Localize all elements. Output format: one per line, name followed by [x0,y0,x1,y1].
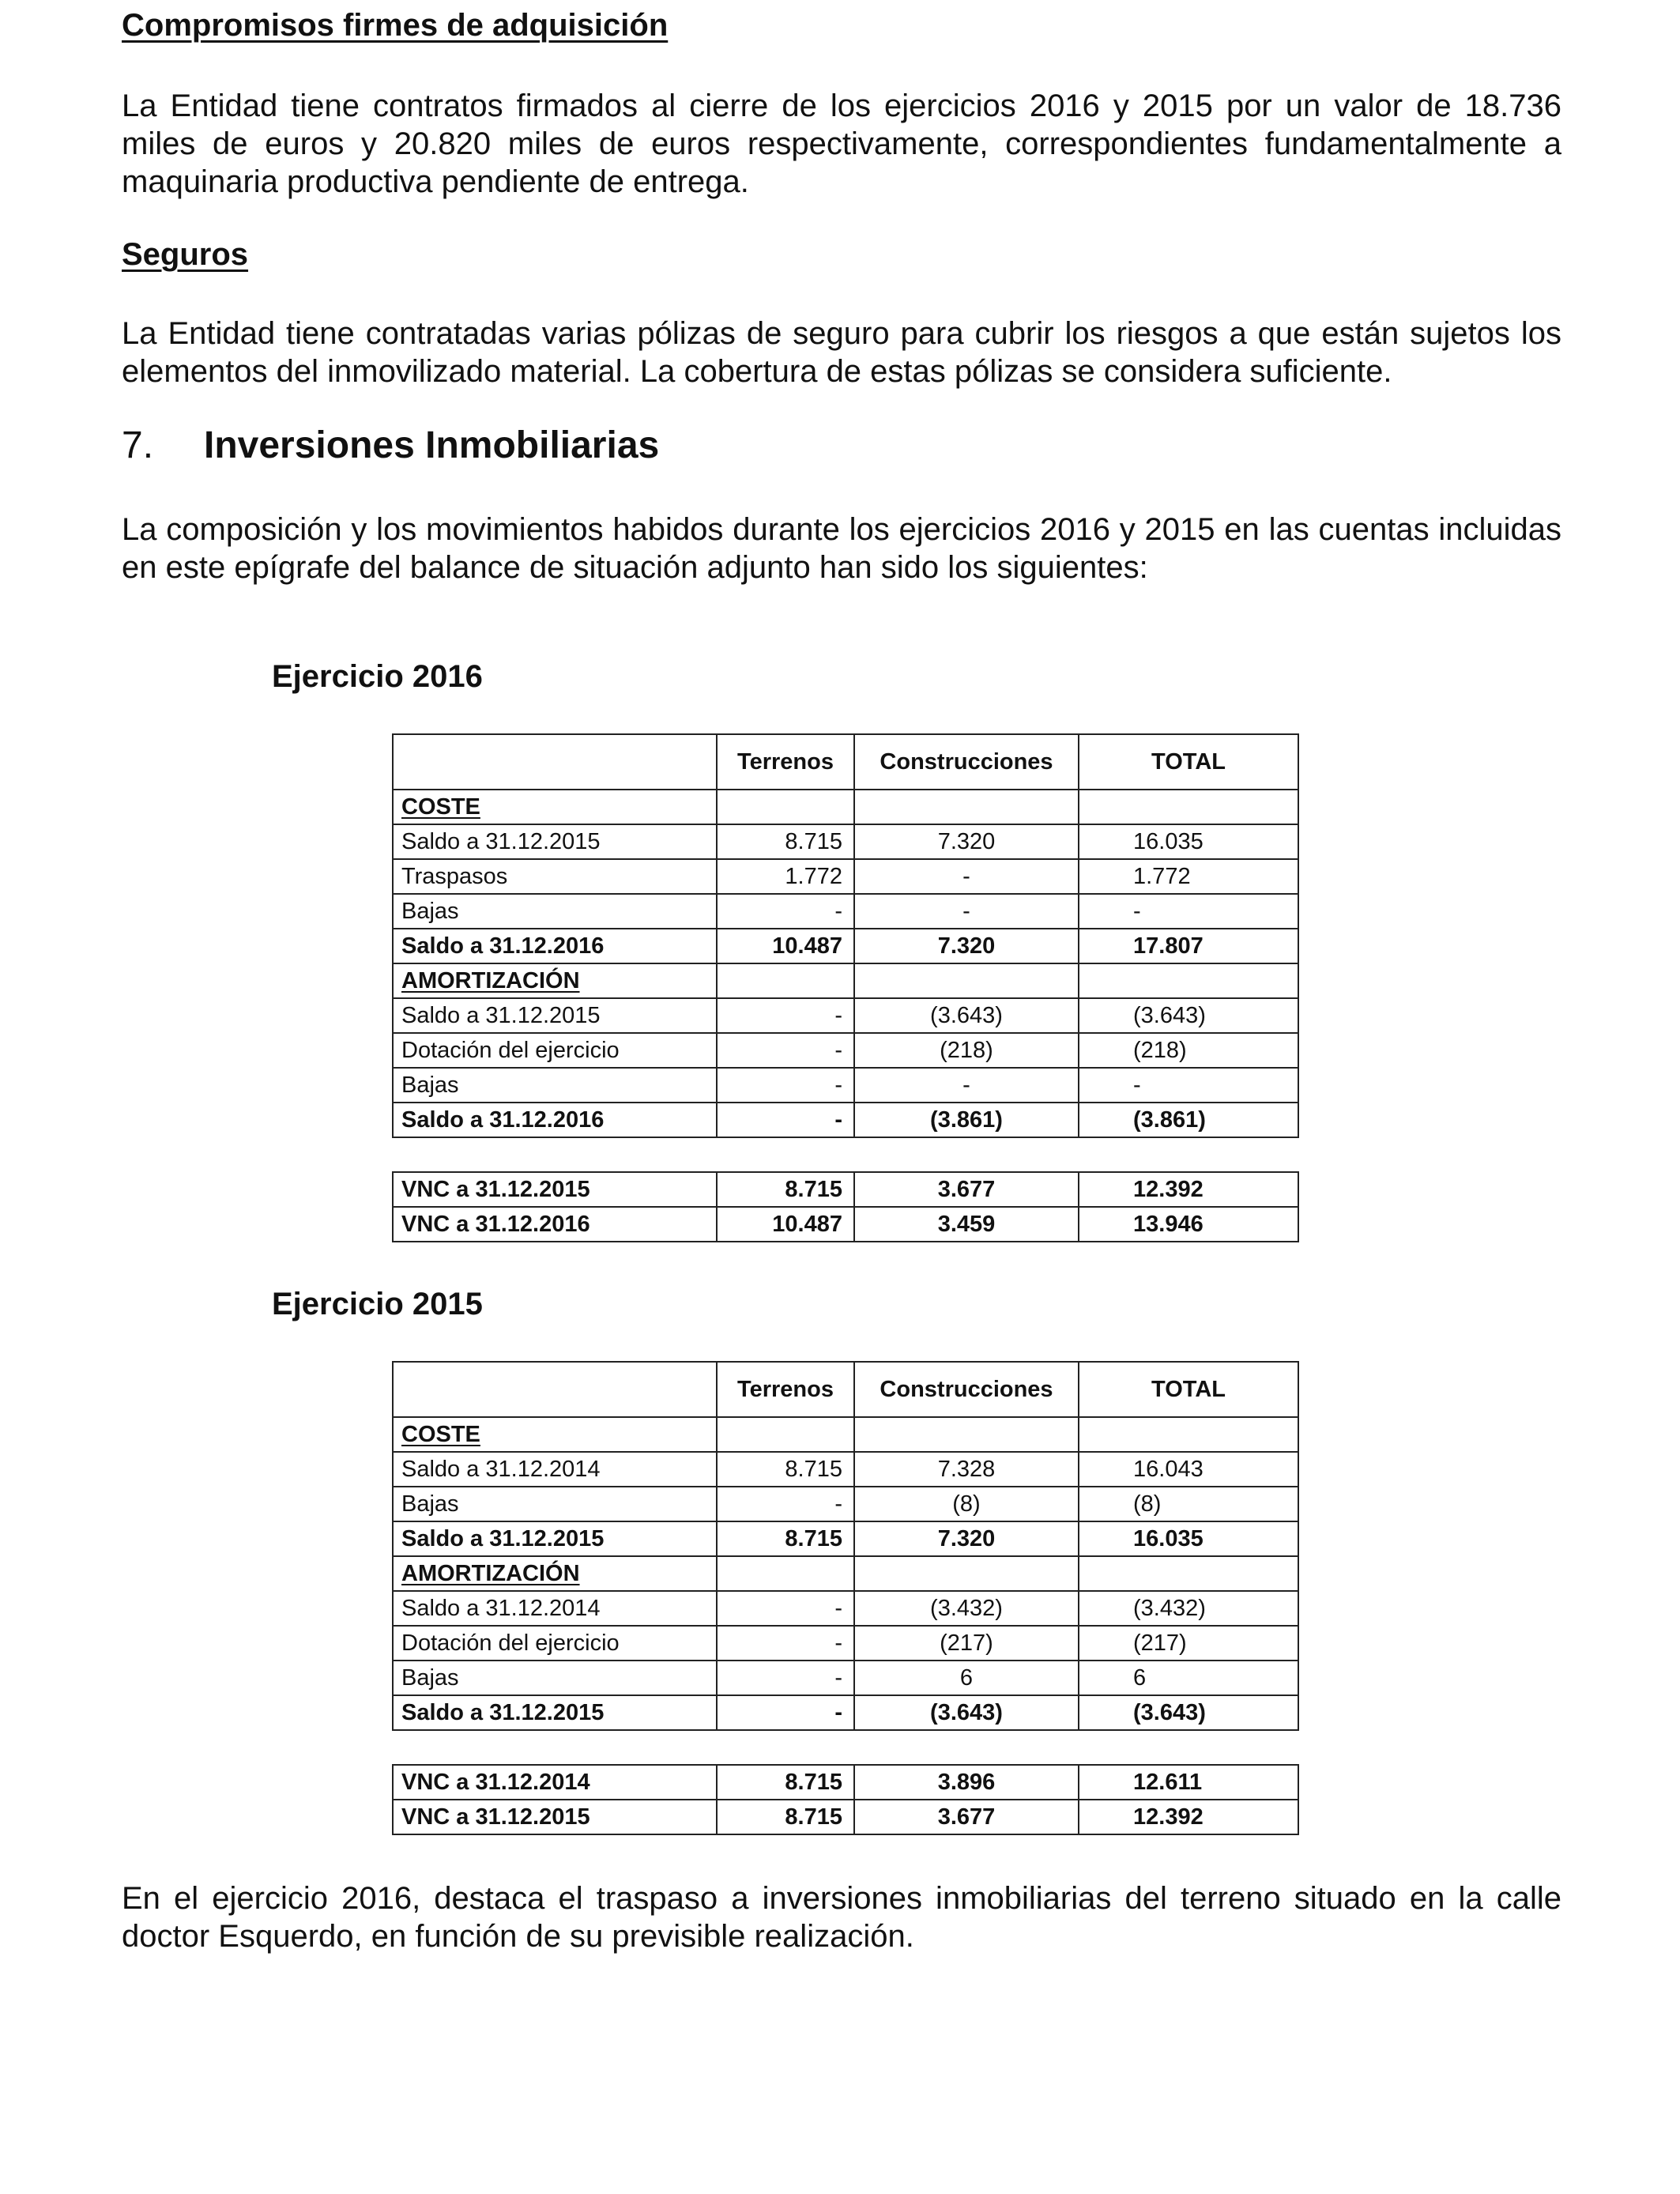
total-cell: - [1079,894,1298,929]
row-label: VNC a 31.12.2015 [393,1172,717,1207]
section-label: AMORTIZACIÓN [393,963,717,998]
table-row [393,1487,1298,1521]
insurance-paragraph: La Entidad tiene contratadas varias pólizas de seguro para cubrir los riesgos a que están sujetos los elementos del inmovilizado material. La cobertura de estas pólizas se considera suficiente. [122,316,1561,389]
total-cell: (3.643) [1079,1695,1298,1730]
spacer-row [393,1137,1298,1172]
table-row [393,824,1298,859]
row-label: VNC a 31.12.2014 [393,1765,717,1800]
section-label: COSTE [393,1417,717,1452]
vnc-row [393,1800,1298,1834]
section-7-intro: La composición y los movimientos habidos durante los ejercicios 2016 y 2015 en las cuentas incluidas en este epígrafe del balance de situación adjunto han sido los siguientes: [122,512,1561,585]
ejercicio-2015-heading: Ejercicio 2015 [272,1287,483,1321]
terrenos-cell: - [717,1103,854,1137]
terrenos-cell: 1.772 [717,859,854,894]
section-7-title: Inversiones Inmobiliarias [204,424,660,466]
total-cell: 16.035 [1079,824,1298,859]
terrenos-cell: - [717,1626,854,1661]
construcciones-cell: (3.643) [854,998,1079,1033]
empty-cell [717,1556,854,1591]
construcciones-cell: 3.459 [854,1207,1079,1242]
construcciones-cell: (218) [854,1033,1079,1068]
total-cell: 16.035 [1079,1521,1298,1556]
total-cell: 16.043 [1079,1452,1298,1487]
table-row [393,1068,1298,1103]
terrenos-cell: - [717,1068,854,1103]
row-label: Saldo a 31.12.2015 [393,1521,717,1556]
terrenos-cell: 8.715 [717,1521,854,1556]
construcciones-cell: - [854,859,1079,894]
construcciones-cell: - [854,894,1079,929]
construcciones-cell: 3.677 [854,1800,1079,1834]
terrenos-cell: 8.715 [717,1172,854,1207]
header-empty [393,1362,717,1417]
section-label: AMORTIZACIÓN [393,1556,717,1591]
row-label: Bajas [393,1068,717,1103]
total-cell: 12.392 [1079,1800,1298,1834]
row-label: VNC a 31.12.2016 [393,1207,717,1242]
total-cell: (217) [1079,1626,1298,1661]
amortizacion-label-row [393,1556,1298,1591]
total-cell: 6 [1079,1661,1298,1695]
construcciones-cell: 6 [854,1661,1079,1695]
coste-total-row [393,1521,1298,1556]
terrenos-cell: 10.487 [717,929,854,963]
total-cell: 1.772 [1079,859,1298,894]
row-label: Saldo a 31.12.2016 [393,929,717,963]
empty-cell [717,963,854,998]
construcciones-cell: 7.328 [854,1452,1079,1487]
empty-cell [717,1417,854,1452]
table-2015 [392,1361,1299,1835]
row-label: Traspasos [393,859,717,894]
construcciones-cell: (3.861) [854,1103,1079,1137]
construcciones-cell: - [854,1068,1079,1103]
terrenos-cell: - [717,1591,854,1626]
amortizacion-total-row [393,1103,1298,1137]
table-row [393,1661,1298,1695]
header-row [393,734,1298,790]
vnc-row [393,1207,1298,1242]
construcciones-cell: 3.677 [854,1172,1079,1207]
terrenos-cell: - [717,1487,854,1521]
construcciones-cell: 7.320 [854,929,1079,963]
ejercicio-2016-heading: Ejercicio 2016 [272,659,483,694]
row-label: Dotación del ejercicio [393,1033,717,1068]
terrenos-cell: 10.487 [717,1207,854,1242]
empty-cell [854,1417,1079,1452]
table-2016 [392,733,1299,1242]
table-row [393,1591,1298,1626]
section-7-heading [122,424,659,467]
total-cell: - [1079,1068,1298,1103]
row-label: Bajas [393,1487,717,1521]
commitments-heading: Compromisos firmes de adquisición [122,8,669,43]
total-cell: 17.807 [1079,929,1298,963]
column-header: Terrenos [717,734,854,790]
construcciones-cell: 7.320 [854,824,1079,859]
row-label: Saldo a 31.12.2015 [393,1695,717,1730]
row-label: Saldo a 31.12.2015 [393,998,717,1033]
row-label: VNC a 31.12.2015 [393,1800,717,1834]
terrenos-cell: - [717,1661,854,1695]
total-cell: 12.611 [1079,1765,1298,1800]
construcciones-cell: (8) [854,1487,1079,1521]
row-label: Saldo a 31.12.2016 [393,1103,717,1137]
column-header: TOTAL [1079,734,1298,790]
terrenos-cell: - [717,1033,854,1068]
empty-cell [1079,790,1298,824]
terrenos-cell: - [717,998,854,1033]
table-row [393,1452,1298,1487]
empty-cell [1079,963,1298,998]
table-row [393,859,1298,894]
terrenos-cell: - [717,894,854,929]
amortizacion-label-row [393,963,1298,998]
terrenos-cell: 8.715 [717,824,854,859]
total-cell: (218) [1079,1033,1298,1068]
empty-cell [717,790,854,824]
total-cell: 13.946 [1079,1207,1298,1242]
coste-label-row [393,790,1298,824]
construcciones-cell: (3.432) [854,1591,1079,1626]
empty-cell [854,1556,1079,1591]
spacer-cell [393,1137,1298,1172]
column-header: Construcciones [854,734,1079,790]
coste-label-row [393,1417,1298,1452]
empty-cell [1079,1417,1298,1452]
empty-cell [854,790,1079,824]
terrenos-cell: - [717,1695,854,1730]
insurance-heading: Seguros [122,237,249,272]
row-label: Saldo a 31.12.2015 [393,824,717,859]
empty-cell [1079,1556,1298,1591]
total-cell: (3.861) [1079,1103,1298,1137]
terrenos-cell: 8.715 [717,1800,854,1834]
row-label: Bajas [393,894,717,929]
header-empty [393,734,717,790]
column-header: TOTAL [1079,1362,1298,1417]
construcciones-cell: (3.643) [854,1695,1079,1730]
construcciones-cell: 7.320 [854,1521,1079,1556]
total-cell: (8) [1079,1487,1298,1521]
construcciones-cell: 3.896 [854,1765,1079,1800]
empty-cell [854,963,1079,998]
row-label: Saldo a 31.12.2014 [393,1452,717,1487]
column-header: Construcciones [854,1362,1079,1417]
section-label: COSTE [393,790,717,824]
coste-total-row [393,929,1298,963]
total-cell: (3.643) [1079,998,1298,1033]
header-row [393,1362,1298,1417]
table-row [393,1033,1298,1068]
section-7-closing: En el ejercicio 2016, destaca el traspaso a inversiones inmobiliarias del terreno situado en la calle doctor Esquerdo, en función de su previsible realización. [122,1881,1561,1954]
section-7-number: 7. [122,424,154,466]
spacer-row [393,1730,1298,1765]
terrenos-cell: 8.715 [717,1765,854,1800]
table-row [393,1626,1298,1661]
row-label: Saldo a 31.12.2014 [393,1591,717,1626]
commitments-paragraph: La Entidad tiene contratos firmados al cierre de los ejercicios 2016 y 2015 por un valor de 18.736 miles de euros y 20.820 miles de euros respectivamente, correspondientes fundamentalmente a maquinaria productiva pendiente de entrega. [122,89,1561,199]
table-row [393,998,1298,1033]
spacer-cell [393,1730,1298,1765]
amortizacion-total-row [393,1695,1298,1730]
vnc-row [393,1765,1298,1800]
total-cell: (3.432) [1079,1591,1298,1626]
column-header: Terrenos [717,1362,854,1417]
table-row [393,894,1298,929]
row-label: Bajas [393,1661,717,1695]
vnc-row [393,1172,1298,1207]
terrenos-cell: 8.715 [717,1452,854,1487]
row-label: Dotación del ejercicio [393,1626,717,1661]
construcciones-cell: (217) [854,1626,1079,1661]
total-cell: 12.392 [1079,1172,1298,1207]
